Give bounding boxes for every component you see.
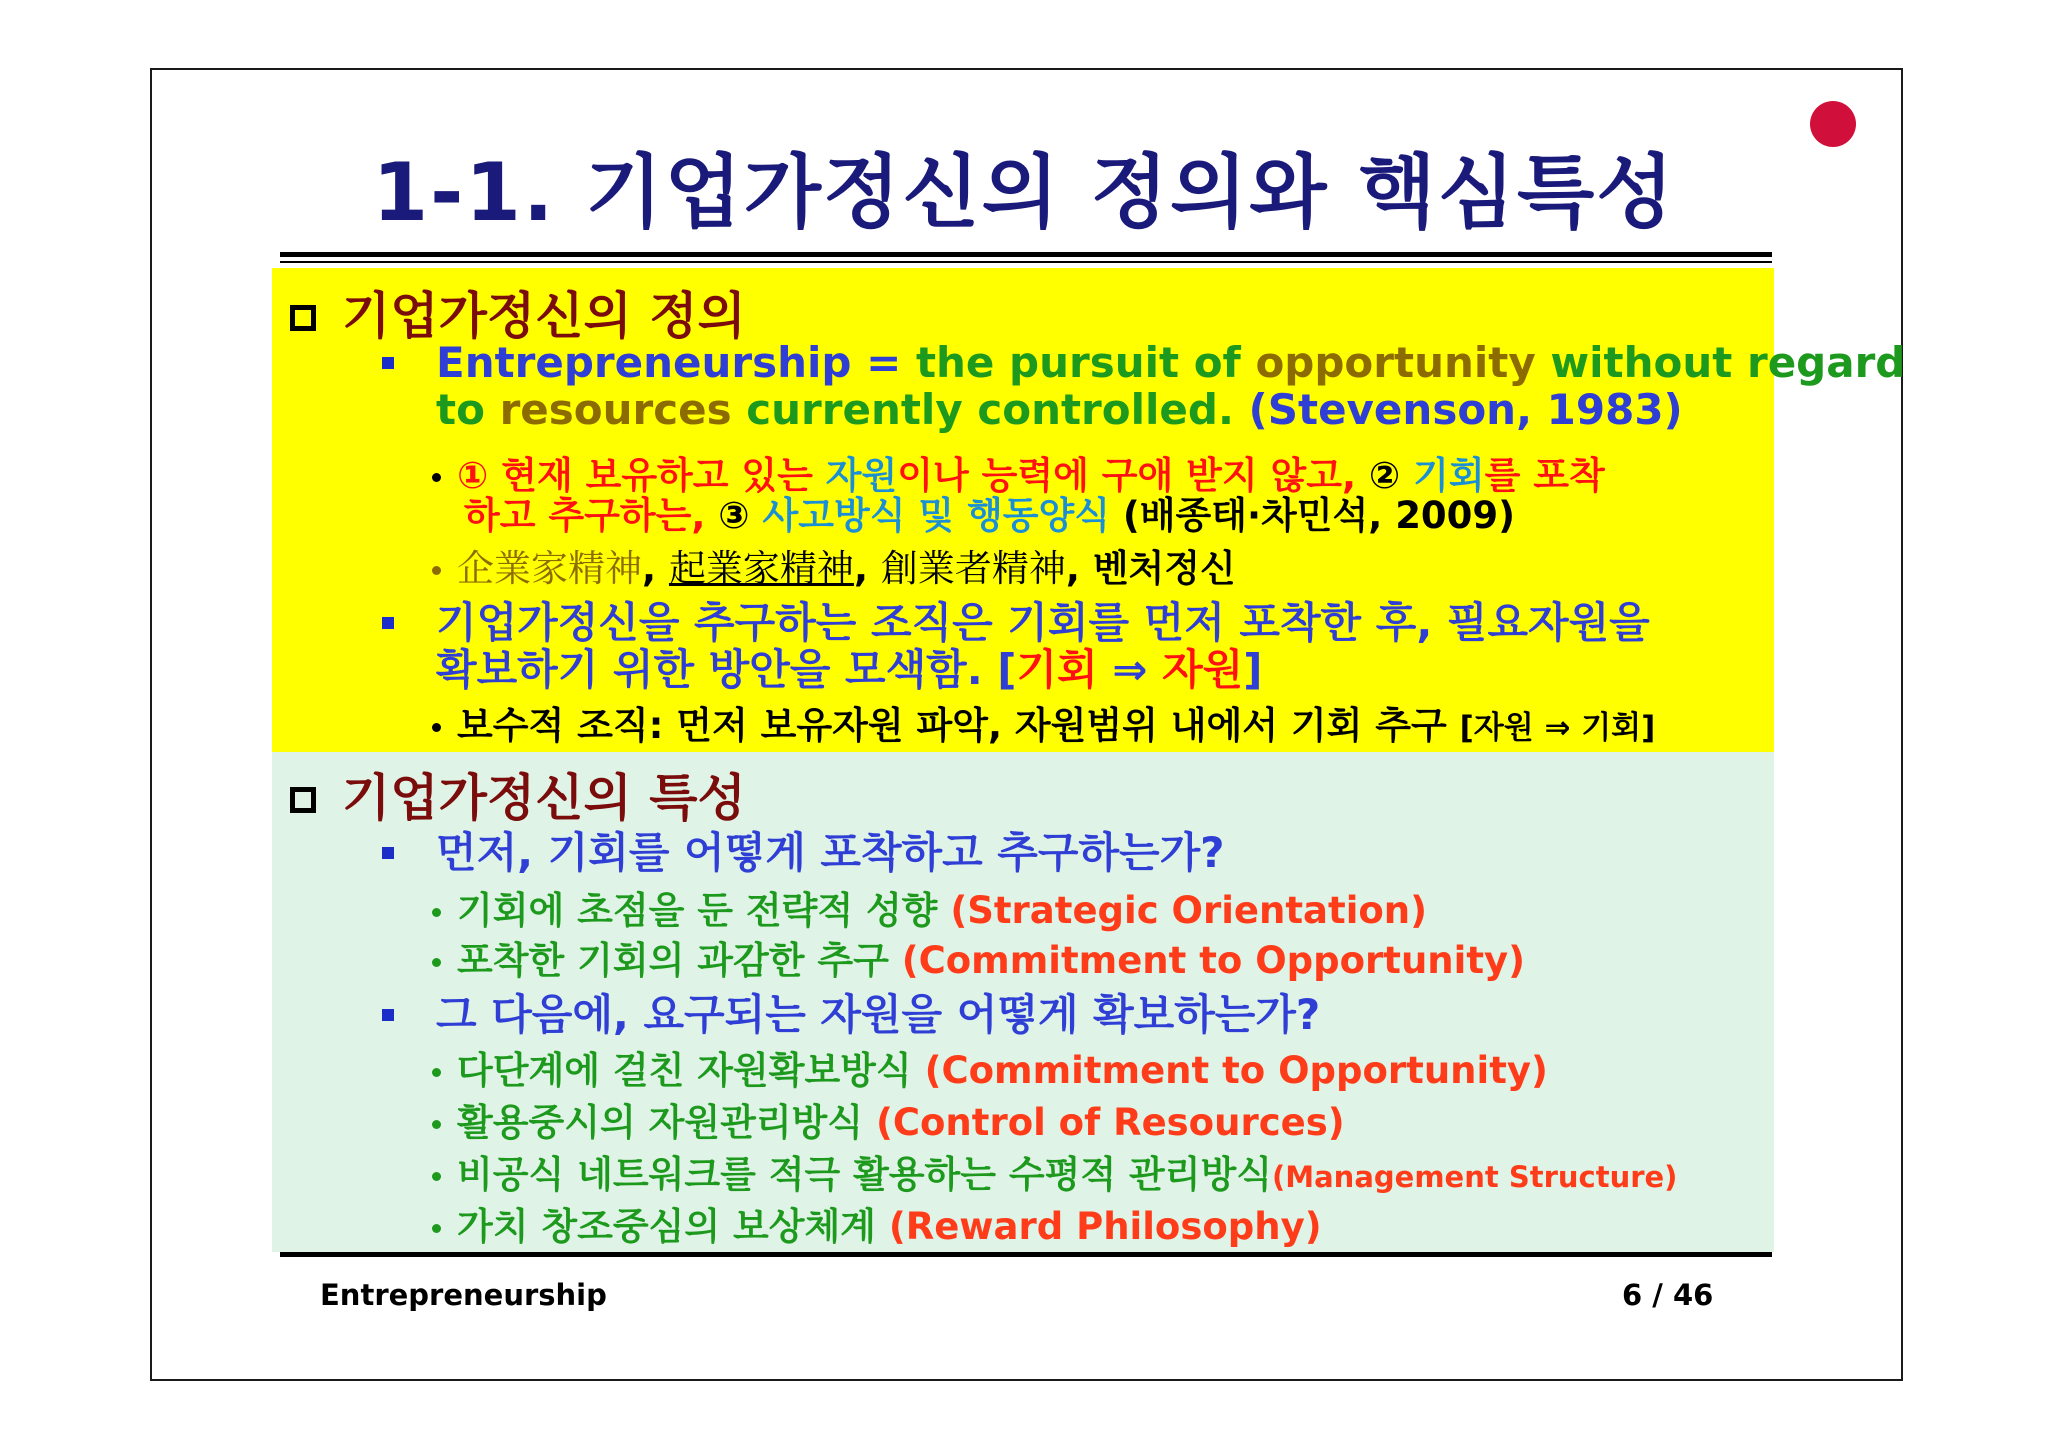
definition-bullet-1: Entrepreneurship = the pursuit of opportunity without regard (382, 338, 1905, 387)
dot-bullet-icon (432, 473, 441, 482)
list-item: 기회에 초점을 둔 전략적 성향 (Strategic Orientation) (432, 880, 1427, 934)
definition-bullet-1-line-2: to resources currently controlled. (Stevenson, 1983) (436, 385, 1683, 434)
title-divider-thick (280, 252, 1772, 257)
section-definition-heading: 기업가정신의 정의 (290, 276, 746, 348)
section-characteristics-heading: 기업가정신의 특성 (290, 758, 746, 830)
footer-course-name: Entrepreneurship (320, 1278, 607, 1312)
bottom-divider (280, 1252, 1772, 1257)
dot-bullet-icon (432, 1120, 441, 1129)
definition-sub-3: 보수적 조직: 먼저 보유자원 파악, 자원범위 내에서 기회 추구 [자원 ⇒ 기회] (432, 695, 1655, 749)
definition-sub-2: 企業家精神, 起業家精神, 創業者精神, 벤처정신 (432, 538, 1236, 592)
definition-bullet-2: 기업가정신을 추구하는 조직은 기회를 먼저 포착한 후, 필요자원을 (382, 590, 1650, 650)
checkbox-square-icon (290, 787, 316, 813)
square-bullet-icon (382, 847, 394, 859)
dot-bullet-icon (432, 1172, 441, 1181)
slide-title: 1-1. 기업가정신의 정의와 핵심특성 (372, 146, 1676, 239)
list-item: 다단계에 걸친 자원확보방식 (Commitment to Opportunity) (432, 1040, 1548, 1094)
characteristics-question-1: 먼저, 기회를 어떻게 포착하고 추구하는가? (382, 820, 1225, 880)
title-divider-thin (280, 261, 1772, 263)
definition-bullet-2-line-2: 확보하기 위한 방안을 모색함. [기회 ⇒ 자원] (436, 645, 1263, 694)
dot-bullet-icon (432, 908, 441, 917)
definition-sub-1-line-2: 하고 추구하는, ③ 사고방식 및 행동양식 (배종태·차민석, 2009) (464, 494, 1516, 537)
list-item: 비공식 네트워크를 적극 활용하는 수평적 관리방식(Management Structure) (432, 1144, 1677, 1198)
footer-page-number: 6 / 46 (1622, 1278, 1714, 1312)
dot-bullet-icon (432, 1068, 441, 1077)
dot-bullet-icon (432, 958, 441, 967)
dot-bullet-icon (432, 566, 441, 575)
square-bullet-icon (382, 1009, 394, 1021)
list-item: 활용중시의 자원관리방식 (Control of Resources) (432, 1092, 1345, 1146)
dot-bullet-icon (432, 1224, 441, 1233)
square-bullet-icon (382, 357, 394, 369)
definition-sub-1: ① 현재 보유하고 있는 자원이나 능력에 구애 받지 않고, ② 기회를 포착 (432, 445, 1605, 499)
checkbox-square-icon (290, 305, 316, 331)
list-item: 포착한 기회의 과감한 추구 (Commitment to Opportunity) (432, 930, 1525, 984)
dot-bullet-icon (432, 723, 441, 732)
list-item: 가치 창조중심의 보상체계 (Reward Philosophy) (432, 1196, 1322, 1250)
characteristics-question-2: 그 다음에, 요구되는 자원을 어떻게 확보하는가? (382, 982, 1320, 1042)
square-bullet-icon (382, 617, 394, 629)
